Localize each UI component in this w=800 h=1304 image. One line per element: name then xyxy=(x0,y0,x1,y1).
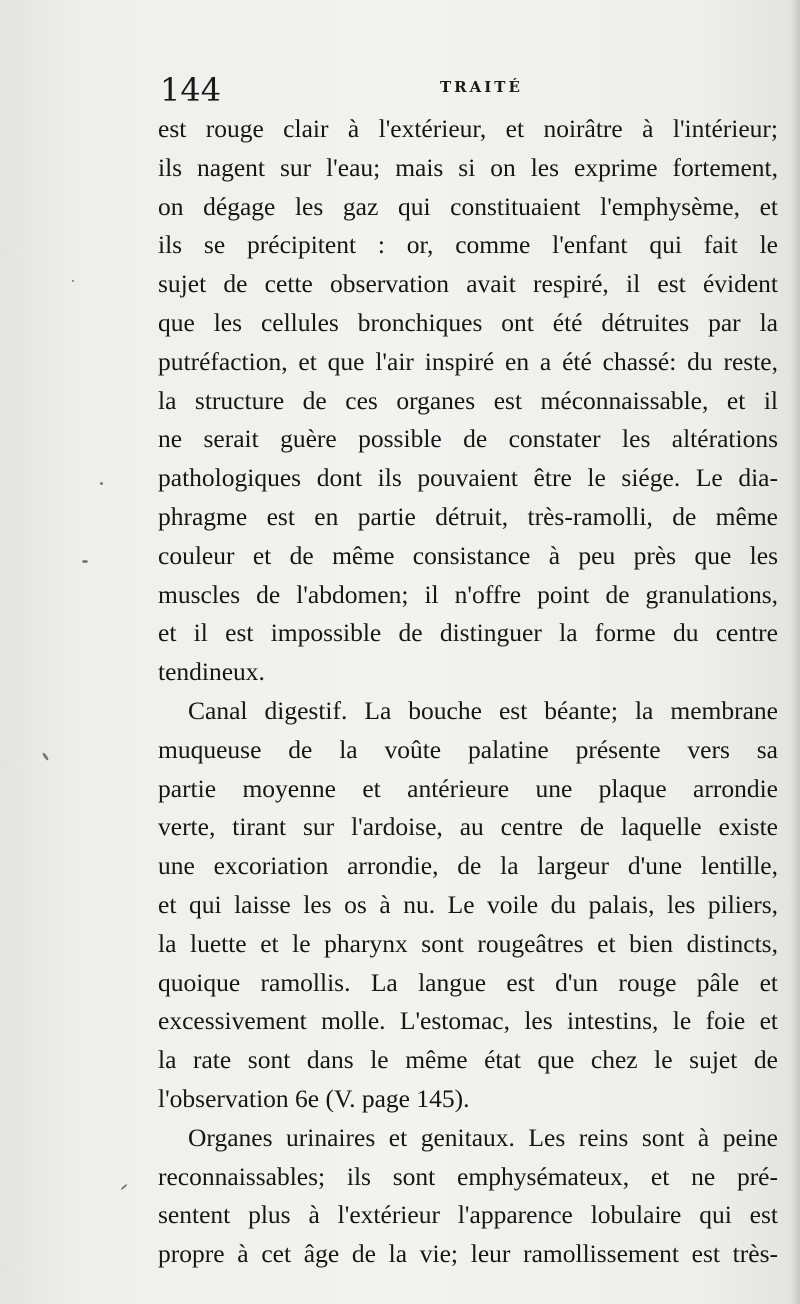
text-line: quoique ramollis. La langue est d'un rouge pâle et xyxy=(158,967,778,997)
text-line: muscles de l'abdomen; il n'offre point de granulations, xyxy=(158,579,778,609)
text-line: la luette et le pharynx sont rougeâtres et bien distincts, xyxy=(158,928,778,958)
text-line: pathologiques dont ils pouvaient être le siége. Le dia- xyxy=(158,463,778,493)
text-line: ne serait guère possible de constater les altérations xyxy=(158,424,778,454)
section-heading-line: Organes urinaires et genitaux. Les reins sont à peine xyxy=(188,1122,778,1152)
page-edge-shadow xyxy=(790,0,800,1304)
text-line: est rouge clair à l'extérieur, et noirâtre à l'intérieur; xyxy=(158,114,778,143)
text-line: l'observation 6e (V. page 145). xyxy=(158,1083,470,1113)
text-line: sentent plus à l'extérieur l'apparence lobulaire qui est xyxy=(158,1200,778,1230)
print-speck xyxy=(100,482,103,485)
print-speck xyxy=(72,280,74,282)
text-line: et il est impossible de distinguer la forme du centre xyxy=(158,618,778,648)
text-line: putréfaction, et que l'air inspiré en a été chassé: du reste, xyxy=(158,346,778,376)
text-line: verte, tirant sur l'ardoise, au centre de laquelle existe xyxy=(158,812,778,842)
running-title: TRAITÉ xyxy=(440,78,523,96)
text-line: la rate sont dans le même état que chez le sujet de xyxy=(158,1045,778,1075)
text-line: et qui laisse les os à nu. Le voile du palais, les piliers, xyxy=(158,889,778,919)
text-line: phragme est en partie détruit, très-ramolli, de même xyxy=(158,501,778,531)
text-line: tendineux. xyxy=(158,657,265,687)
text-line: on dégage les gaz qui constituaient l'emphysème, et xyxy=(158,191,778,221)
text-line: sujet de cette observation avait respiré, il est évident xyxy=(158,269,778,299)
text-line: la structure de ces organes est méconnaissable, et il xyxy=(158,385,778,415)
text-line: ils se précipitent : or, comme l'enfant qui fait le xyxy=(158,230,778,260)
print-speck xyxy=(82,560,88,563)
text-line: excessivement molle. L'estomac, les intestins, le foie et xyxy=(158,1006,778,1036)
print-speck xyxy=(120,1184,127,1191)
print-speck xyxy=(42,752,50,761)
text-line: muqueuse de la voûte palatine présente vers sa xyxy=(158,734,778,764)
text-line: partie moyenne et antérieure une plaque arrondie xyxy=(158,773,778,803)
body-text xyxy=(158,110,778,1274)
page-number: 144 xyxy=(160,71,222,109)
section-heading-line: Canal digestif. La bouche est béante; la membrane xyxy=(188,695,778,725)
text-line: couleur et de même consistance à peu près que les xyxy=(158,540,778,570)
text-line: que les cellules bronchiques ont été détruites par la xyxy=(158,307,778,337)
text-line: une excoriation arrondie, de la largeur d'une lentille, xyxy=(158,851,778,881)
text-line: ils nagent sur l'eau; mais si on les exprime fortement, xyxy=(158,152,778,182)
running-head xyxy=(160,70,780,110)
text-line: propre à cet âge de la vie; leur ramollissement est très- xyxy=(158,1239,778,1269)
text-line: reconnaissables; ils sont emphysémateux, et ne pré- xyxy=(158,1161,778,1191)
